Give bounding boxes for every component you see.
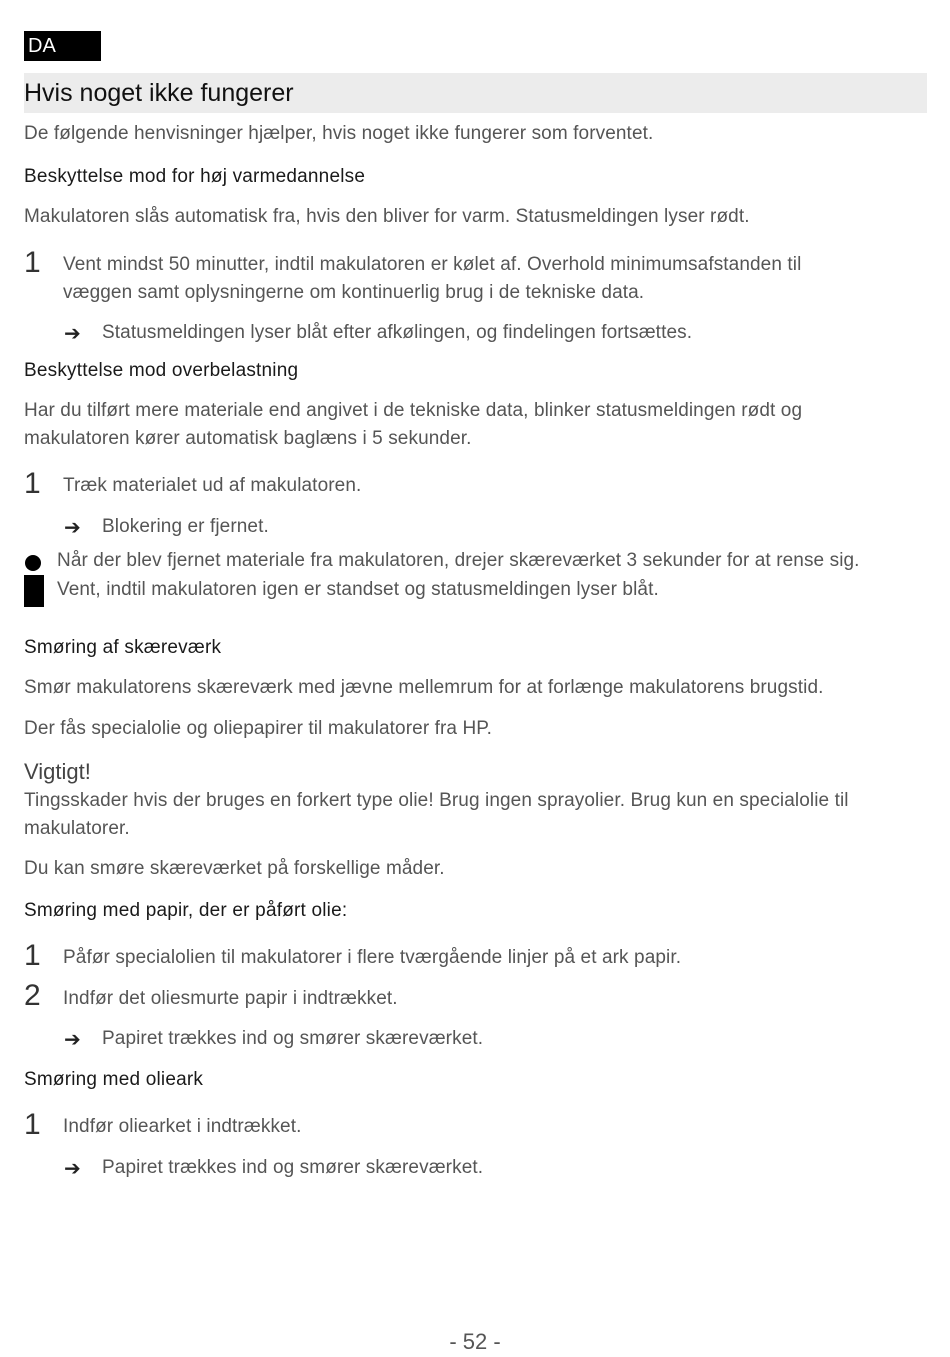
page-number: - 52 - (449, 1329, 501, 1354)
overload-text-line2: makulatoren kører automatisk baglæns i 5 sekunder. (24, 428, 472, 449)
heat-step-text-line2: væggen samt oplysningerne om kontinuerlig brug i de tekniske data. (63, 282, 645, 303)
paper-step1-number: 1 (24, 939, 41, 972)
sheet-result-text: Papiret trækkes ind og smører skæreværket. (102, 1157, 484, 1178)
paper-step2-text: Indfør det oliesmurte papir i indtrækket. (63, 988, 398, 1009)
overload-heading: Beskyttelse mod overbelastning (24, 360, 299, 381)
overload-result-text: Blokering er fjernet. (102, 516, 269, 537)
overload-text-line1: Har du tilført mere materiale end angivet i de tekniske data, blinker statusmeldingen rødt og (24, 400, 803, 421)
result-arrow-icon: ➔ (64, 515, 81, 539)
lube-heading: Smøring af skæreværk (24, 637, 222, 658)
important-text-line1: Tingsskader hvis der bruges en forkert type olie! Brug ingen sprayolier. Brug kun en specialolie til (24, 790, 849, 811)
sheet-step-text: Indfør oliearket i indtrækket. (63, 1116, 302, 1137)
info-icon (24, 555, 44, 607)
sheet-heading: Smøring med olieark (24, 1069, 204, 1090)
paper-heading: Smøring med papir, der er påført olie: (24, 900, 348, 921)
heat-result-text: Statusmeldingen lyser blåt efter afkølingen, og findelingen fortsættes. (102, 322, 693, 343)
lube-text-2: Der fås specialolie og oliepapirer til makulatorer fra HP. (24, 718, 492, 739)
paper-step2-number: 2 (24, 979, 41, 1012)
result-arrow-icon: ➔ (64, 321, 81, 345)
paper-result-text: Papiret trækkes ind og smører skæreværket. (102, 1028, 484, 1049)
info-text-line1: Når der blev fjernet materiale fra makulatoren, drejer skæreværket 3 sekunder for at rense sig. (57, 550, 860, 571)
intro-text: De følgende henvisninger hjælper, hvis noget ikke fungerer som forventet. (24, 123, 654, 144)
important-label: Vigtigt! (24, 759, 91, 784)
heat-text: Makulatoren slås automatisk fra, hvis den bliver for varm. Statusmeldingen lyser rødt. (24, 206, 750, 227)
result-arrow-icon: ➔ (64, 1027, 81, 1051)
paper-step1-text: Påfør specialolien til makulatorer i flere tværgående linjer på et ark papir. (63, 947, 682, 968)
lube-text-1: Smør makulatorens skæreværk med jævne mellemrum for at forlænge makulatorens brugstid. (24, 677, 824, 698)
important-text-line2: makulatorer. (24, 818, 130, 839)
result-arrow-icon: ➔ (64, 1156, 81, 1180)
title-bar (24, 73, 927, 113)
heat-step-number: 1 (24, 246, 41, 279)
heat-step-text-line1: Vent mindst 50 minutter, indtil makulatoren er kølet af. Overhold minimumsafstanden til (63, 254, 802, 275)
info-text-line2: Vent, indtil makulatoren igen er standset og statusmeldingen lyser blåt. (57, 579, 659, 600)
overload-step-text: Træk materialet ud af makulatoren. (63, 475, 362, 496)
page-title: Hvis noget ikke fungerer (24, 79, 294, 107)
lube-text-3: Du kan smøre skæreværket på forskellige måder. (24, 858, 445, 879)
overload-step-number: 1 (24, 467, 41, 500)
sheet-step-number: 1 (24, 1108, 41, 1141)
language-badge: DA (24, 31, 101, 61)
heat-heading: Beskyttelse mod for høj varmedannelse (24, 166, 366, 187)
